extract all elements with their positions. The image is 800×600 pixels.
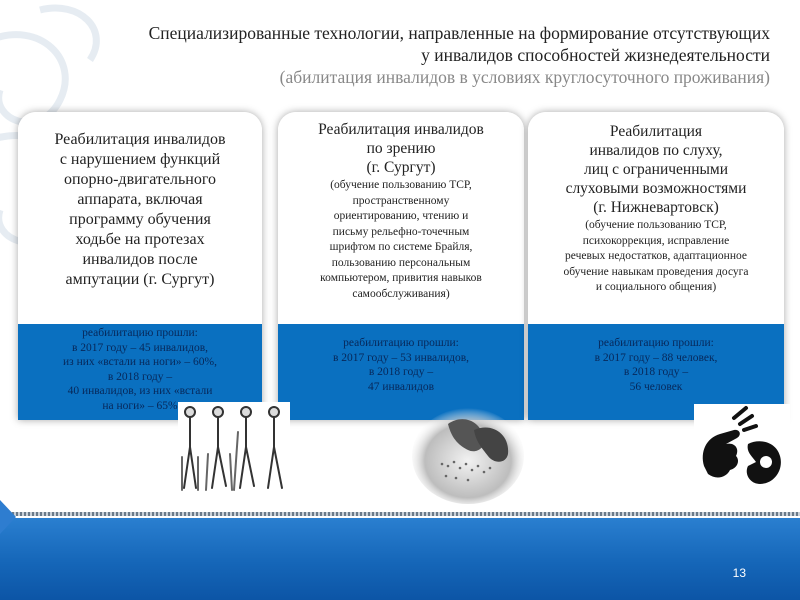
results-line: в 2018 году – (107, 370, 173, 383)
heading-line: Реабилитация инвалидов (54, 131, 226, 148)
title-line-2: у инвалидов способностей жизнедеятельности (421, 45, 770, 65)
sign-language-icon (694, 404, 790, 500)
results-line: реабилитацию прошли: (343, 337, 459, 349)
details-line: ориентированию, чтению и (333, 210, 469, 222)
results-line: в 2017 году – 88 человек, (594, 351, 718, 364)
heading-line: опорно-двигательного (63, 171, 217, 188)
heading-line: ампутации (г. Сургут) (65, 271, 215, 288)
heading-line: аппарата, включая (77, 191, 203, 208)
results-line: 40 инвалидов, из них «встали (67, 385, 213, 397)
title-line-1: Специализированные технологии, направленные на формирование отсутствующих (148, 23, 770, 43)
footer-divider (0, 512, 800, 516)
card-heading (278, 112, 524, 332)
details-line: психокоррекция, исправление (582, 234, 730, 247)
heading-line: инвалидов по слуху, (589, 142, 723, 159)
heading-line: (г. Нижневартовск) (593, 199, 719, 216)
results-line: в 2017 году – 53 инвалидов, (332, 351, 470, 364)
details-line: самообслуживания) (352, 287, 450, 300)
results-line: в 2017 году – 45 инвалидов, (71, 341, 209, 354)
results-line: реабилитацию прошли: (82, 327, 198, 339)
details-line: (обучение пользованию ТСР, (330, 179, 472, 191)
card-hearing (528, 112, 784, 420)
card-details (528, 218, 784, 296)
heading-line: лиц с ограниченными (583, 161, 729, 178)
heading-line: слуховыми возможностями (565, 180, 747, 197)
heading-line: Реабилитация инвалидов (318, 121, 484, 138)
braille-reading-hands-icon (412, 404, 524, 504)
details-line: компьютером, привития навыков (320, 272, 482, 284)
details-line: обучение навыкам проведения досуга (563, 265, 749, 278)
heading-line: по зрению (366, 140, 436, 157)
heading-line: инвалидов после (82, 251, 198, 268)
walking-figures-icon (178, 402, 290, 494)
details-line: (обучение пользованию ТСР, (585, 219, 727, 231)
slide-title (40, 22, 770, 88)
footer-bar (0, 518, 800, 600)
details-line: шрифтом по системе Брайля, (329, 241, 473, 253)
results-line: 56 человек (629, 380, 683, 393)
details-line: письму рельефно-точечным (332, 225, 470, 238)
heading-line: программу обучения (69, 211, 211, 228)
results-line: 47 инвалидов (367, 380, 435, 393)
heading-line: Реабилитация (609, 123, 703, 140)
card-details (278, 178, 524, 302)
footer-triangle-icon (0, 500, 16, 534)
results-line: в 2018 году – (623, 366, 689, 378)
title-subtitle: (абилитация инвалидов в условиях круглосуточного проживания) (279, 67, 770, 87)
details-line: и социального общения) (595, 281, 717, 293)
card-heading (18, 112, 262, 342)
details-line: пространственному (352, 194, 450, 207)
results-line: на ноги» – 65% (102, 399, 178, 412)
page-number: 13 (732, 566, 746, 580)
card-musculoskeletal (18, 112, 262, 420)
heading-line: (г. Сургут) (366, 159, 436, 176)
results-line: реабилитацию прошли: (598, 337, 714, 349)
details-line: пользованию персональным (331, 256, 471, 269)
card-heading (528, 112, 784, 334)
heading-line: ходьбе на протезах (75, 231, 205, 248)
results-line: из них «встали на ноги» – 60%, (63, 356, 217, 368)
details-line: речевых недостатков, адаптационное (565, 250, 747, 262)
heading-line: с нарушением функций (59, 151, 221, 168)
card-vision (278, 112, 524, 420)
results-line: в 2018 году – (368, 366, 434, 378)
